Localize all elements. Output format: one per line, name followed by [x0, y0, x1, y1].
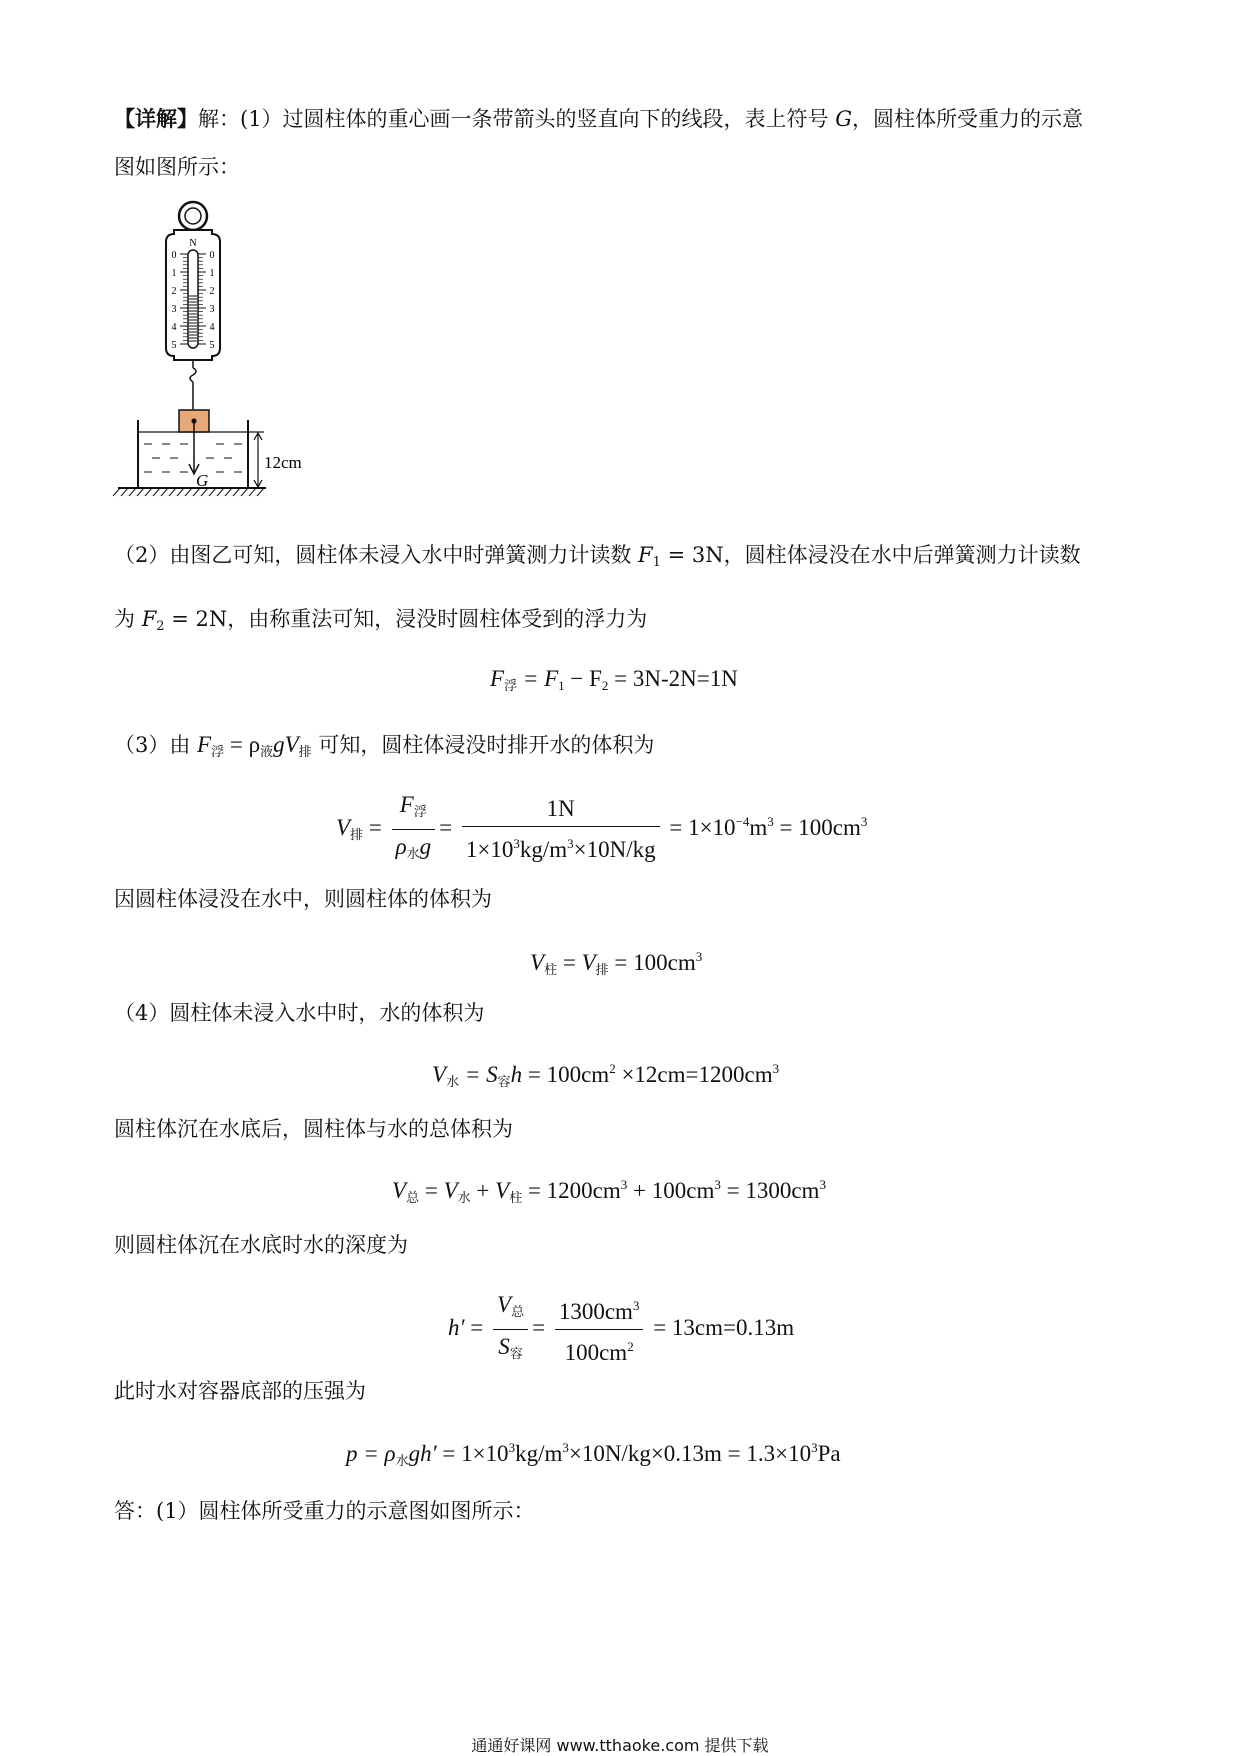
scale-unit: N — [189, 238, 197, 249]
ring-inner — [185, 208, 201, 224]
equation-water-depth: h′ = $\frac{V_总}{S_容}$ = $\frac{1300cm^3}{100cm^2}$ = 13cm=0.13m — [448, 1290, 794, 1369]
hatch-line — [169, 488, 176, 496]
paragraph-6: 圆柱体沉在水底后，圆柱体与水的总体积为 — [114, 1117, 513, 1141]
detail-heading: 【详解】 — [114, 106, 198, 131]
equation-total-volume: $V_总 = V_水 + V_柱 = 1200cm^3 + 100cm^3 = 1300cm^3$ — [392, 1177, 826, 1205]
hatch-line — [225, 488, 232, 496]
F1-value: = 3N — [660, 543, 724, 567]
p1-text-b: ，圆柱体所受重力的示意 — [852, 107, 1084, 131]
equation-water-volume: $V_水 = S_容h = 100cm^2 \times 12cm=1200cm^3$ — [432, 1061, 780, 1089]
hatch-line — [161, 488, 168, 496]
ground-hatch — [113, 488, 264, 496]
scale-tick-label: 5 — [171, 340, 177, 351]
hatch-line — [121, 488, 128, 496]
symbol-F1-sub: 1 — [652, 555, 661, 570]
hatch-line — [113, 488, 120, 496]
p2-text-a: （2）由图乙可知，圆柱体未浸入水中时弹簧测力计读数 — [114, 543, 639, 567]
scale-tick-label: 2 — [209, 286, 215, 297]
scale-tick-label: 4 — [171, 322, 177, 333]
hatch-line — [153, 488, 160, 496]
depth-label: 12cm — [264, 453, 302, 472]
spring-scale-figure — [108, 196, 328, 506]
hatch-line — [209, 488, 216, 496]
hatch-line — [129, 488, 136, 496]
paragraph-4: 因圆柱体浸没在水中，则圆柱体的体积为 — [114, 887, 492, 911]
scale-tick-label: 0 — [209, 250, 215, 261]
scale-tick-label: 4 — [209, 322, 215, 333]
equation-buoyancy: $F_浮 = F_1 - F_2 = 3N-2N=1N$ — [490, 666, 738, 693]
equation-displaced-volume: $V_排$ = $\frac{F_浮}{\rho_水g}$ = $\frac{1N}{1\times 10^3kg/m^3\times 10N/kg}$ = $1\times 10^{-4}m^3 = 100cm^3$ — [336, 790, 867, 869]
paragraph-2-line2 — [114, 604, 647, 642]
hatch-line — [257, 488, 264, 496]
paragraph-7: 则圆柱体沉在水底时水的深度为 — [114, 1233, 408, 1257]
paragraph-5: （4）圆柱体未浸入水中时，水的体积为 — [114, 1001, 485, 1025]
fraction-depth-1: $\frac{V_总}{S_容}$ — [493, 1290, 528, 1369]
p1-text-a: 解：(1）过圆柱体的重心画一条带箭头的竖直向下的线段，表上符号 — [198, 107, 836, 131]
footer-text: 通通好课网 www.tthaoke.com 提供下载 — [471, 1736, 769, 1755]
scale-tick-label: 3 — [209, 304, 215, 315]
hatch-line — [185, 488, 192, 496]
hatch-line — [249, 488, 256, 496]
fraction-depth-2: $\frac{1300cm^3}{100cm^2}$ — [555, 1291, 644, 1368]
hatch-line — [145, 488, 152, 496]
hatch-line — [217, 488, 224, 496]
paragraph-8: 此时水对容器底部的压强为 — [114, 1379, 366, 1403]
equation-cylinder-volume: $V_柱 = V_排 = 100cm^3$ — [530, 949, 703, 977]
fraction-1: $\frac{F_浮}{\rho_水g}$ — [392, 790, 436, 869]
paragraph-2 — [114, 540, 1081, 578]
symbol-F2-sub: 2 — [156, 619, 165, 634]
hatch-line — [233, 488, 240, 496]
F2-value: = 2N — [164, 607, 228, 631]
paragraph-1-line2: 图如图所示： — [114, 155, 240, 179]
symbol-F1: F — [638, 543, 653, 567]
water-dashes — [144, 444, 242, 472]
p2-line2-a: 为 — [114, 607, 142, 631]
hatch-line — [241, 488, 248, 496]
p2-text-b: ，圆柱体浸没在水中后弹簧测力计读数 — [723, 543, 1081, 567]
scale-tick-label: 3 — [171, 304, 177, 315]
scale-tick-label: 2 — [171, 286, 177, 297]
fraction-2: $\frac{1N}{1\times 10^3kg/m^3\times 10N/kg}$ — [462, 794, 660, 865]
scale-tick-label: 5 — [209, 340, 215, 351]
scale-tick-label: 1 — [209, 268, 215, 279]
scale-tick-label: 0 — [171, 250, 177, 261]
p2-line2-b: ，由称重法可知，浸没时圆柱体受到的浮力为 — [227, 607, 648, 631]
hatch-line — [177, 488, 184, 496]
symbol-G: G — [835, 107, 853, 131]
ring-outer — [179, 202, 207, 230]
hatch-line — [137, 488, 144, 496]
equation-pressure: $p = \rho_水gh' = 1\times 10^3kg/m^3\times 10N/kg\times 0.13m = 1.3\times 10^3Pa$ — [346, 1440, 841, 1468]
paragraph-9: 答：(1）圆柱体所受重力的示意图如图所示： — [114, 1499, 535, 1523]
scale-tick-label: 1 — [171, 268, 177, 279]
paragraph-3: （3）由 $F_浮 = \rho_液gV_排$ 可知，圆柱体浸没时排开水的体积为 — [114, 732, 655, 760]
gravity-label: G — [196, 471, 209, 490]
symbol-F2: F — [141, 607, 157, 631]
paragraph-1 — [114, 104, 1083, 134]
hook — [190, 368, 196, 382]
